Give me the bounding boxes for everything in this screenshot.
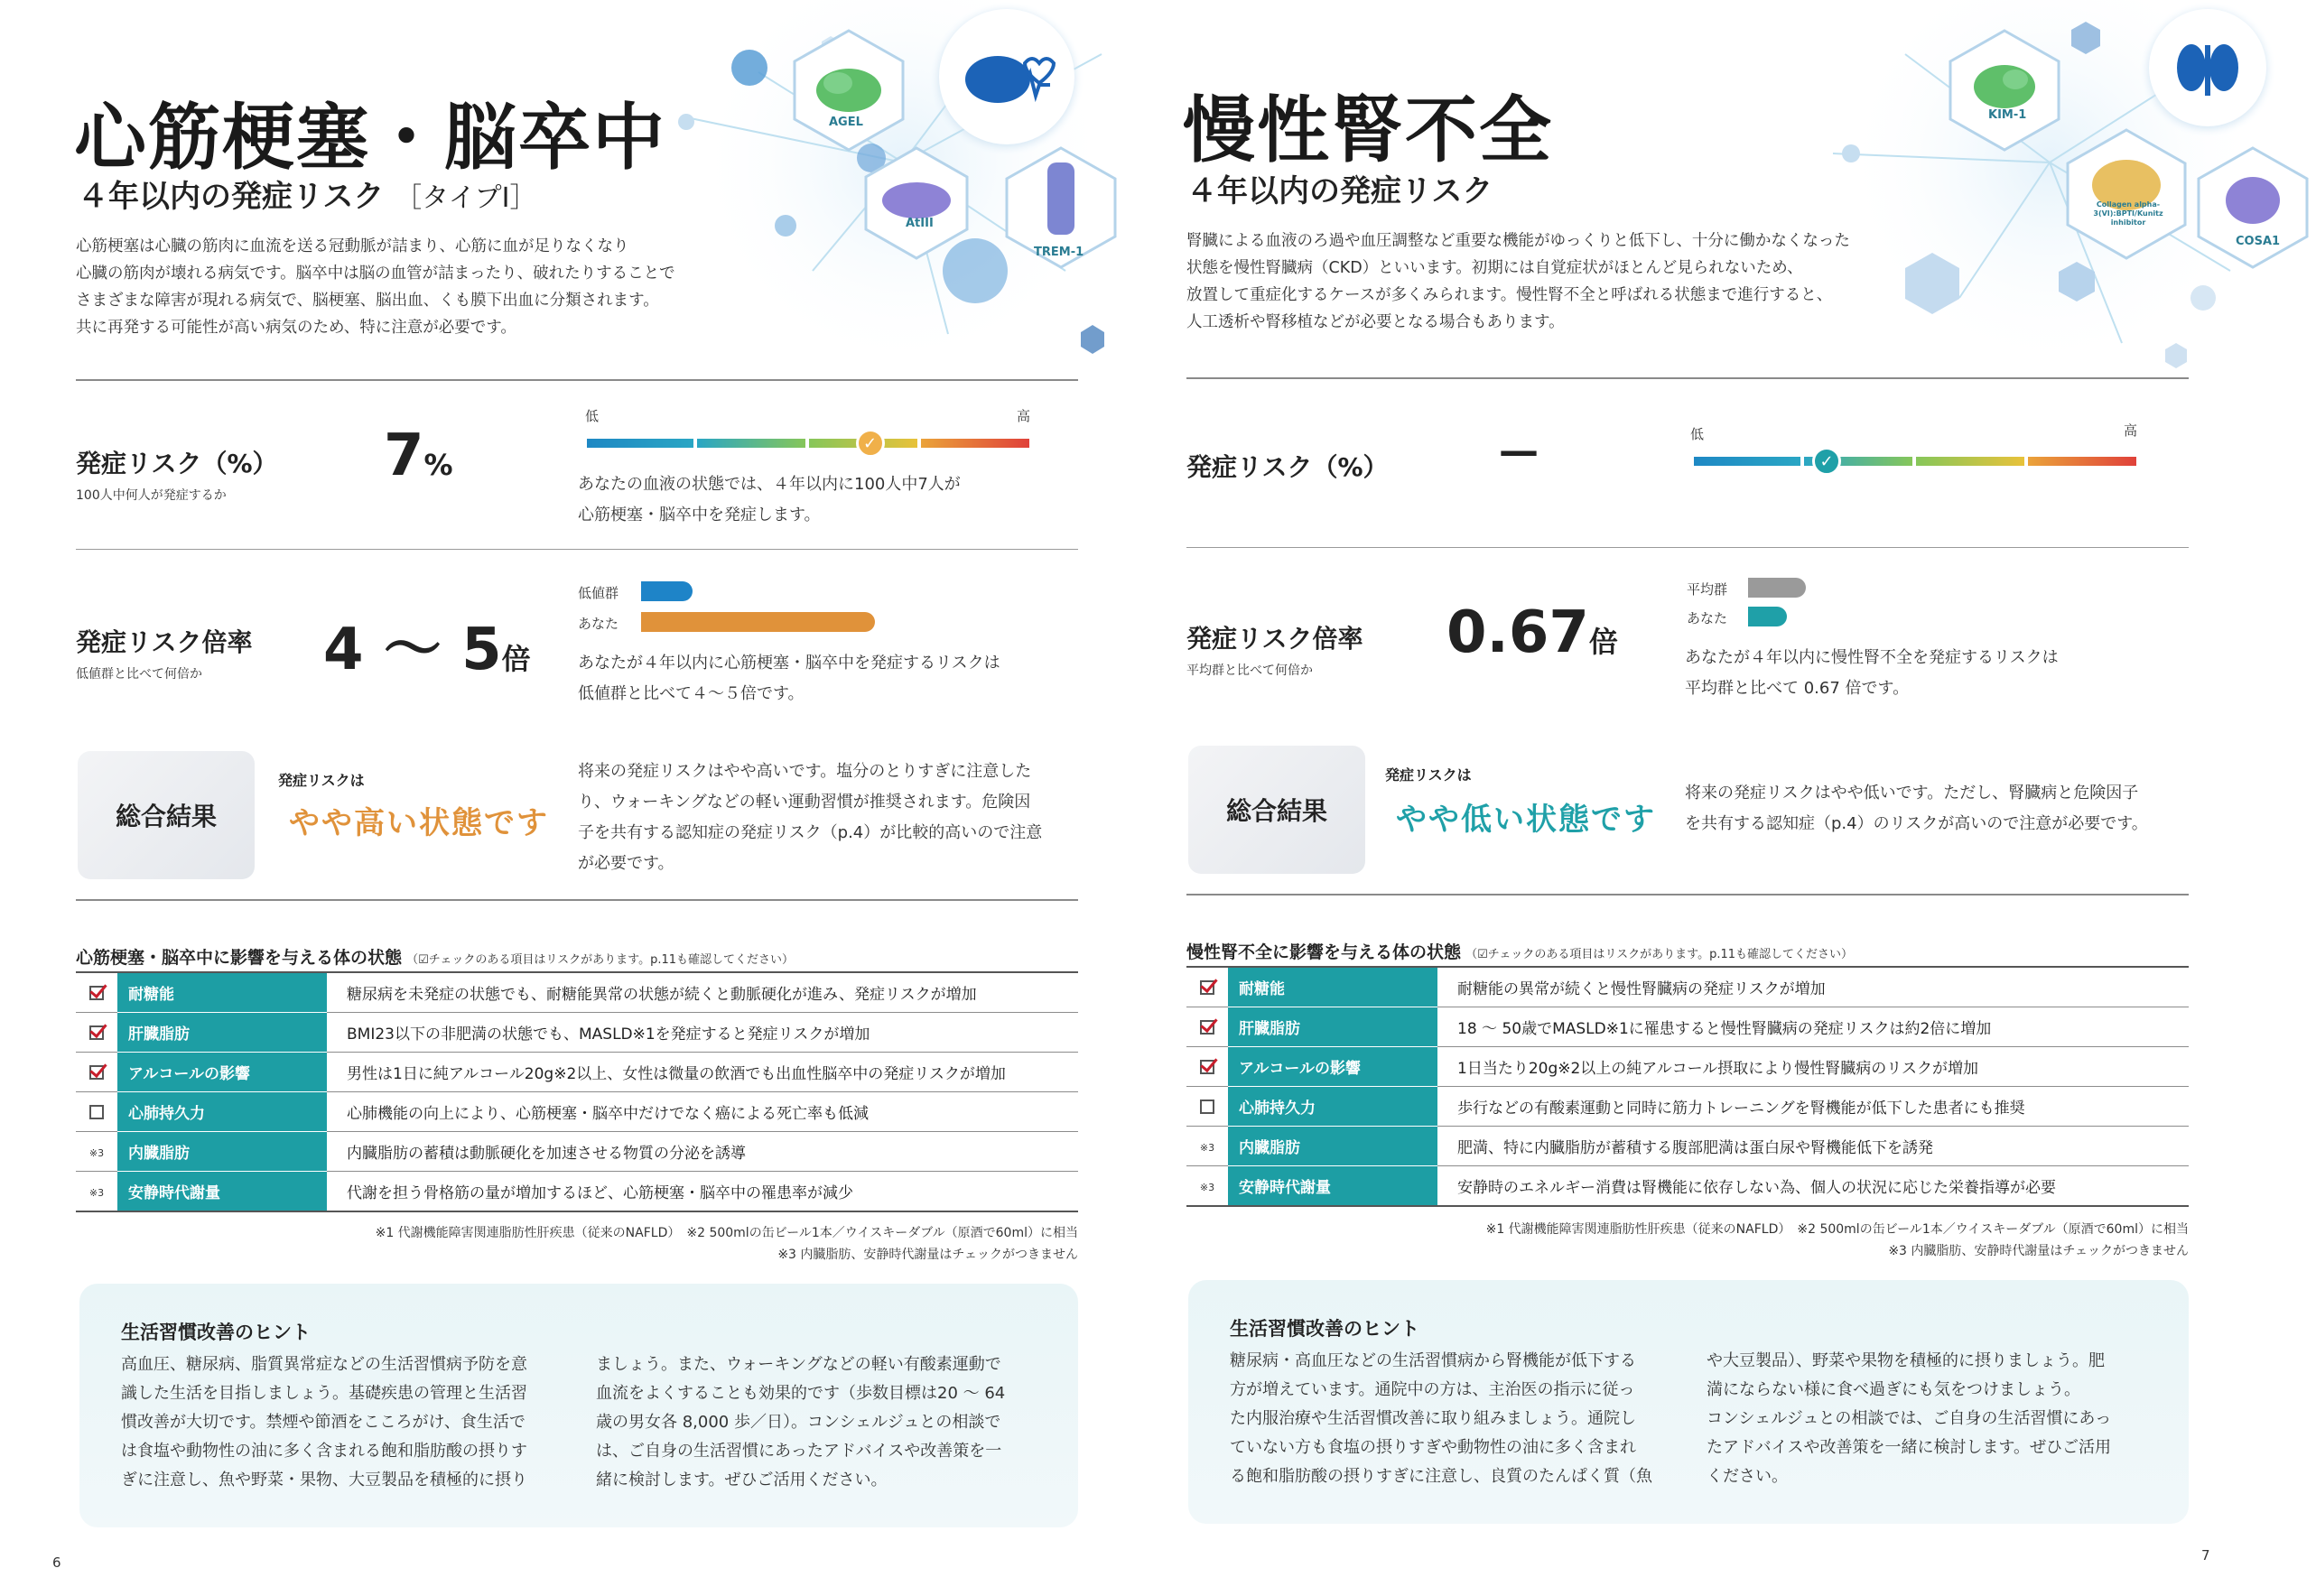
hint-line: 高血圧、糖尿病、脂質異常症などの生活習慣病予防を意 bbox=[121, 1355, 527, 1374]
ref-group-bar bbox=[641, 581, 693, 601]
page-title: 慢性腎不全 bbox=[1183, 88, 1553, 172]
ratio-number: 4 〜 5 bbox=[323, 617, 502, 683]
ratio-sublabel: 平均群と比べて何倍か bbox=[1186, 663, 1313, 678]
ratio-unit: 倍 bbox=[1588, 625, 1618, 659]
not-applicable-mark: ※3 bbox=[1199, 1141, 1215, 1154]
hint-col-2 bbox=[1707, 1347, 2167, 1491]
hint-line: 慣改善が大切です。禁煙や節酒をこころがけ、食生活で bbox=[121, 1413, 526, 1432]
hint-line: コンシェルジュとの相談では、ご自身の生活習慣にあっ bbox=[1707, 1409, 2112, 1428]
ratio-unit: 倍 bbox=[501, 642, 531, 676]
footnote-line: ※3 内臓脂肪、安静時代謝量はチェックがつきません bbox=[1888, 1244, 2189, 1258]
factors-note: （☑チェックのある項目はリスクがあります。p.11も確認してください） bbox=[406, 953, 795, 967]
intro-line: 腎臓による血液のろ過や血圧調整など重要な機能がゆっくりと低下し、十分に働かなくなった bbox=[1186, 232, 1850, 250]
factor-name: 内臓脂肪 bbox=[1228, 1127, 1437, 1166]
factor-row bbox=[76, 1092, 1078, 1132]
desc-line: 低値群と比べて４〜５倍です。 bbox=[578, 684, 805, 703]
hint-line: ぎに注意し、魚や野菜・果物、大豆製品を積極的に摂り bbox=[121, 1471, 527, 1489]
summary-verdict: やや高い状態です bbox=[289, 805, 549, 841]
ratio-bars bbox=[641, 581, 885, 636]
factor-effect: 耐糖能の異常が続くと慢性腎臓病の発症リスクが増加 bbox=[1437, 967, 2189, 1007]
biomarker-kim1-hex bbox=[1941, 27, 2068, 153]
desc-line: あなたの血液の状態では、４年以内に100人中7人が bbox=[578, 475, 961, 494]
hint-line: る飽和脂肪酸の摂りすぎに注意し、良質のたんぱく質（魚 bbox=[1230, 1467, 1652, 1486]
summary-text bbox=[578, 756, 1042, 879]
brain-heart-icon bbox=[939, 9, 1074, 144]
ratio-description bbox=[578, 648, 1000, 710]
unchecked-checkbox-icon bbox=[1200, 1100, 1214, 1114]
factor-effect: 18 〜 50歳でMASLD※1に罹患すると慢性腎臓病の発症リスクは約2倍に増加 bbox=[1437, 1007, 2189, 1047]
factor-name: 内臓脂肪 bbox=[117, 1132, 327, 1172]
risk-unit: % bbox=[423, 448, 453, 482]
biomarker-collagen-hex bbox=[2059, 126, 2194, 262]
factor-name: 耐糖能 bbox=[117, 972, 327, 1013]
scale-high-label: 高 bbox=[2124, 422, 2138, 439]
risk-description bbox=[578, 469, 961, 531]
factor-row bbox=[76, 1172, 1078, 1212]
hint-line: や大豆製品）、野菜や果物を積極的に摂りましょう。肥 bbox=[1707, 1351, 2105, 1370]
desc-line: 平均群と比べて 0.67 倍です。 bbox=[1685, 679, 1910, 698]
hint-line: ましょう。また、ウォーキングなどの軽い有酸素運動で bbox=[596, 1355, 1001, 1374]
factor-effect: 肥満、特に内臓脂肪が蓄積する腹部肥満は蛋白尿や腎機能低下を誘発 bbox=[1437, 1127, 2189, 1166]
divider bbox=[76, 549, 1078, 550]
summary-line: が必要です。 bbox=[578, 854, 674, 873]
page-number: 6 bbox=[52, 1554, 61, 1571]
summary-box: 総合結果 bbox=[1188, 746, 1365, 874]
intro-text bbox=[1186, 227, 1855, 336]
factor-row bbox=[76, 1053, 1078, 1092]
ratio-sublabel: 低値群と比べて何倍か bbox=[76, 667, 202, 682]
risk-level-marker: ✓ bbox=[856, 429, 885, 458]
desc-line: 心筋梗塞・脳卒中を発症します。 bbox=[578, 506, 821, 524]
summary-line: 将来の発症リスクはやや高いです。塩分のとりすぎに注意した bbox=[578, 762, 1032, 781]
intro-line: 放置して重症化するケースが多くみられます。慢性腎不全と呼ばれる状態まで進行すると、 bbox=[1186, 286, 1833, 304]
footnotes bbox=[1186, 1219, 2189, 1262]
factor-check-cell bbox=[1186, 1087, 1228, 1127]
page-number: 7 bbox=[2201, 1547, 2210, 1564]
hint-line: たアドバイスや改善策を一緒に検討します。ぜひご活用 bbox=[1707, 1438, 2112, 1457]
factor-check-cell bbox=[1186, 1166, 1228, 1207]
factors-table bbox=[76, 971, 1078, 1212]
factor-name: アルコールの影響 bbox=[1228, 1047, 1437, 1087]
biomarker-label-collagen: Collagen alpha-3(VI):BPTI/Kunitz inhibitor bbox=[2093, 200, 2163, 227]
hint-col-1 bbox=[121, 1350, 572, 1495]
factors-title: 心筋梗塞・脳卒中に影響を与える体の状態 bbox=[76, 948, 403, 968]
factor-check-cell bbox=[76, 1132, 117, 1172]
factor-check-cell bbox=[1186, 1127, 1228, 1166]
biomarker-cosa1-hex bbox=[2190, 144, 2316, 271]
divider bbox=[76, 379, 1078, 381]
you-label: あなた bbox=[1687, 610, 1728, 626]
summary-intro: 発症リスクは bbox=[278, 772, 365, 789]
biomarker-label-kim1: KIM-1 bbox=[1988, 108, 2027, 122]
hint-col-2 bbox=[596, 1350, 1056, 1495]
divider bbox=[1186, 894, 2189, 895]
biomarker-label-cosa1: COSA1 bbox=[2236, 235, 2281, 248]
factor-name: 心肺持久力 bbox=[1228, 1087, 1437, 1127]
factor-row bbox=[76, 1132, 1078, 1172]
biomarker-label-agel: AGEL bbox=[829, 116, 863, 129]
summary-line: を共有する認知症（p.4）のリスクが高いので注意が必要です。 bbox=[1685, 814, 2148, 833]
ratio-bars bbox=[1748, 578, 1847, 632]
factor-row bbox=[76, 1013, 1078, 1053]
checked-checkbox-icon bbox=[89, 1025, 104, 1040]
factor-effect: 代謝を担う骨格筋の量が増加するほど、心筋梗塞・脳卒中の罹患率が減少 bbox=[327, 1172, 1078, 1212]
page-subtitle: ４年以内の発症リスク bbox=[1186, 173, 1493, 209]
summary-line: り、ウォーキングなどの軽い運動習慣が推奨されます。危険因 bbox=[578, 793, 1031, 812]
subtitle-tag: ［タイプⅠ］ bbox=[395, 182, 537, 214]
you-label: あなた bbox=[578, 616, 619, 632]
summary-intro: 発症リスクは bbox=[1385, 766, 1472, 784]
risk-label: 発症リスク（%） bbox=[76, 449, 278, 478]
subtitle-text: ４年以内の発症リスク bbox=[78, 179, 385, 215]
kidney-icon bbox=[2149, 9, 2266, 126]
hint-line: は食塩や動物性の油に多く含まれる飽和脂肪酸の摂りす bbox=[121, 1442, 527, 1461]
hint-line: た内服治療や生活習慣改善に取り組みましょう。通院し bbox=[1230, 1409, 1636, 1428]
checked-checkbox-icon bbox=[89, 1065, 104, 1080]
factor-check-cell bbox=[76, 1172, 117, 1212]
ratio-label: 発症リスク倍率 bbox=[1186, 624, 1363, 654]
factor-name: アルコールの影響 bbox=[117, 1053, 327, 1092]
factor-name: 安静時代謝量 bbox=[1228, 1166, 1437, 1207]
summary-line: 子を共有する認知症の発症リスク（p.4）が比較的高いので注意 bbox=[578, 823, 1043, 842]
factor-effect: 心肺機能の向上により、心筋梗塞・脳卒中だけでなく癌による死亡率も低減 bbox=[327, 1092, 1078, 1132]
intro-line: 心筋梗塞は心臓の筋肉に血流を送る冠動脈が詰まり、心筋に血が足りなくなり bbox=[76, 237, 629, 255]
ratio-number: 0.67 bbox=[1446, 599, 1589, 666]
divider bbox=[1186, 547, 2189, 548]
not-applicable-mark: ※3 bbox=[88, 1146, 105, 1159]
ratio-label: 発症リスク倍率 bbox=[76, 627, 253, 657]
summary-line: 将来の発症リスクはやや低いです。ただし、腎臓病と危険因子 bbox=[1685, 784, 2139, 803]
intro-line: 共に再発する可能性が高い病気のため、特に注意が必要です。 bbox=[76, 319, 516, 337]
divider bbox=[1186, 377, 2189, 379]
hint-line: ていない方も食塩の摂りすぎや動物性の油に多く含まれ bbox=[1230, 1438, 1636, 1457]
hint-line: 満にならない様に食べ過ぎにも気をつけましょう。 bbox=[1707, 1380, 2080, 1399]
factor-check-cell bbox=[1186, 967, 1228, 1007]
factor-check-cell bbox=[76, 1013, 117, 1053]
factor-effect: 歩行などの有酸素運動と同時に筋力トレーニングを腎機能が低下した患者にも推奨 bbox=[1437, 1087, 2189, 1127]
factor-name: 耐糖能 bbox=[1228, 967, 1437, 1007]
factor-row bbox=[1186, 1047, 2189, 1087]
risk-value bbox=[384, 422, 453, 489]
factor-check-cell bbox=[1186, 1007, 1228, 1047]
checked-checkbox-icon bbox=[1200, 1020, 1214, 1035]
factor-effect: 1日当たり20g※2以上の純アルコール摂取により慢性腎臓病のリスクが増加 bbox=[1437, 1047, 2189, 1087]
factors-heading bbox=[1186, 939, 1853, 963]
scale-high-label: 高 bbox=[1017, 408, 1031, 424]
footnote-line: ※1 代謝機能障害関連脂肪性肝疾患（従来のNAFLD） ※2 500mlの缶ビール1本／ウイスキーダブル（原酒で60ml）に相当 bbox=[1485, 1222, 2189, 1237]
scale-low-label: 低 bbox=[585, 408, 600, 424]
footnote-line: ※3 内臓脂肪、安静時代謝量はチェックがつきません bbox=[777, 1248, 1078, 1262]
factor-name: 心肺持久力 bbox=[117, 1092, 327, 1132]
intro-line: 状態を慢性腎臓病（CKD）といいます。初期には自覚症状がほとんど見られないため、 bbox=[1186, 259, 1803, 277]
page-subtitle bbox=[78, 172, 537, 216]
factor-effect: 男性は1日に純アルコール20g※2以上、女性は微量の飲酒でも出血性脳卒中の発症リスクが増加 bbox=[327, 1053, 1078, 1092]
factors-note: （☑チェックのある項目はリスクがあります。p.11も確認してください） bbox=[1465, 948, 1854, 961]
factor-row bbox=[76, 972, 1078, 1013]
factor-effect: 糖尿病を未発症の状態でも、耐糖能異常の状態が続くと動脈硬化が進み、発症リスクが増加 bbox=[327, 972, 1078, 1013]
intro-line: 人工透析や腎移植などが必要となる場合もあります。 bbox=[1186, 313, 1565, 331]
intro-text bbox=[76, 233, 708, 341]
risk-number: 7 bbox=[384, 422, 424, 489]
checked-checkbox-icon bbox=[89, 986, 104, 1000]
hint-line: ください。 bbox=[1707, 1467, 1788, 1486]
desc-line: あなたが４年以内に心筋梗塞・脳卒中を発症するリスクは bbox=[578, 654, 1000, 673]
hint-line: 方が増えています。通院中の方は、主治医の指示に従っ bbox=[1230, 1380, 1635, 1399]
hint-line: 緒に検討します。ぜひご活用ください。 bbox=[596, 1471, 888, 1489]
factor-effect: 安静時のエネルギー消費は腎機能に依存しない為、個人の状況に応じた栄養指導が必要 bbox=[1437, 1166, 2189, 1207]
factor-check-cell bbox=[76, 1053, 117, 1092]
risk-gauge bbox=[587, 433, 1029, 453]
factor-check-cell bbox=[76, 972, 117, 1013]
checked-checkbox-icon bbox=[1200, 1060, 1214, 1074]
summary-verdict: やや低い状態です bbox=[1396, 802, 1656, 838]
footnotes bbox=[76, 1222, 1078, 1266]
risk-level-marker: ✓ bbox=[1812, 447, 1841, 476]
factor-row bbox=[1186, 1087, 2189, 1127]
factor-check-cell bbox=[76, 1092, 117, 1132]
ref-group-label: 低値群 bbox=[578, 585, 619, 601]
biomarker-label-atiii: AtIII bbox=[906, 217, 934, 230]
risk-value: — bbox=[1499, 428, 1539, 474]
hint-title: 生活習慣改善のヒント bbox=[121, 1322, 311, 1343]
factor-row bbox=[1186, 1007, 2189, 1047]
ratio-value bbox=[1446, 599, 1618, 666]
summary-box: 総合結果 bbox=[78, 751, 255, 879]
hint-col-1 bbox=[1230, 1347, 1681, 1491]
factor-name: 肝臓脂肪 bbox=[117, 1013, 327, 1053]
not-applicable-mark: ※3 bbox=[88, 1186, 105, 1199]
checked-checkbox-icon bbox=[1200, 980, 1214, 995]
risk-sublabel: 100人中何人が発症するか bbox=[76, 488, 227, 503]
ratio-value bbox=[323, 603, 531, 686]
not-applicable-mark: ※3 bbox=[1199, 1181, 1215, 1193]
factor-row bbox=[1186, 1127, 2189, 1166]
you-bar bbox=[1748, 607, 1787, 626]
factor-check-cell bbox=[1186, 1047, 1228, 1087]
hint-title: 生活習慣改善のヒント bbox=[1230, 1318, 1419, 1340]
factor-effect: BMI23以下の非肥満の状態でも、MASLD※1を発症すると発症リスクが増加 bbox=[327, 1013, 1078, 1053]
intro-line: 心臓の筋肉が壊れる病気です。脳卒中は脳の血管が詰まったり、破れたりすることで bbox=[76, 264, 675, 283]
factor-name: 肝臓脂肪 bbox=[1228, 1007, 1437, 1047]
factors-title: 慢性腎不全に影響を与える体の状態 bbox=[1186, 942, 1462, 962]
risk-label: 発症リスク（%） bbox=[1186, 452, 1389, 482]
desc-line: あなたが４年以内に慢性腎不全を発症するリスクは bbox=[1685, 648, 2059, 667]
hint-line: 糖尿病・高血圧などの生活習慣病から腎機能が低下する bbox=[1230, 1351, 1636, 1370]
summary-text bbox=[1685, 778, 2148, 840]
biomarker-label-trem1: TREM-1 bbox=[1034, 246, 1084, 259]
page-right bbox=[1129, 0, 2281, 1596]
biomarker-atiii-hex bbox=[858, 144, 975, 262]
hint-line: は、ご自身の生活習慣にあったアドバイスや改善策を一 bbox=[596, 1442, 1002, 1461]
hint-line: 血流をよくすることも効果的です（歩数目標は20 〜 64 bbox=[596, 1384, 1006, 1403]
factors-table bbox=[1186, 966, 2189, 1207]
ratio-description bbox=[1685, 643, 2059, 704]
unchecked-checkbox-icon bbox=[89, 1105, 104, 1119]
footnote-line: ※1 代謝機能障害関連脂肪性肝疾患（従来のNAFLD） ※2 500mlの缶ビール1本／ウイスキーダブル（原酒で60ml）に相当 bbox=[375, 1226, 1078, 1240]
divider bbox=[76, 899, 1078, 901]
hint-line: 識した生活を目指しましょう。基礎疾患の管理と生活習 bbox=[121, 1384, 527, 1403]
hint-line: 歳の男女各 8,000 歩／日）。コンシェルジュとの相談で bbox=[596, 1413, 1001, 1432]
factor-name: 安静時代謝量 bbox=[117, 1172, 327, 1212]
you-bar bbox=[641, 612, 875, 632]
page-title: 心筋梗塞・脳卒中 bbox=[74, 96, 666, 180]
ref-group-label: 平均群 bbox=[1687, 581, 1728, 598]
biomarker-agel-hex bbox=[786, 27, 912, 153]
factors-heading bbox=[76, 944, 794, 969]
factor-effect: 内臓脂肪の蓄積は動脈硬化を加速させる物質の分泌を誘導 bbox=[327, 1132, 1078, 1172]
factor-row bbox=[1186, 967, 2189, 1007]
ref-group-bar bbox=[1748, 578, 1806, 598]
scale-low-label: 低 bbox=[1690, 426, 1705, 442]
page-left bbox=[0, 0, 1129, 1596]
factor-row bbox=[1186, 1166, 2189, 1207]
risk-gauge bbox=[1694, 451, 2136, 471]
intro-line: さまざまな障害が現れる病気で、脳梗塞、脳出血、くも膜下出血に分類されます。 bbox=[76, 292, 659, 310]
